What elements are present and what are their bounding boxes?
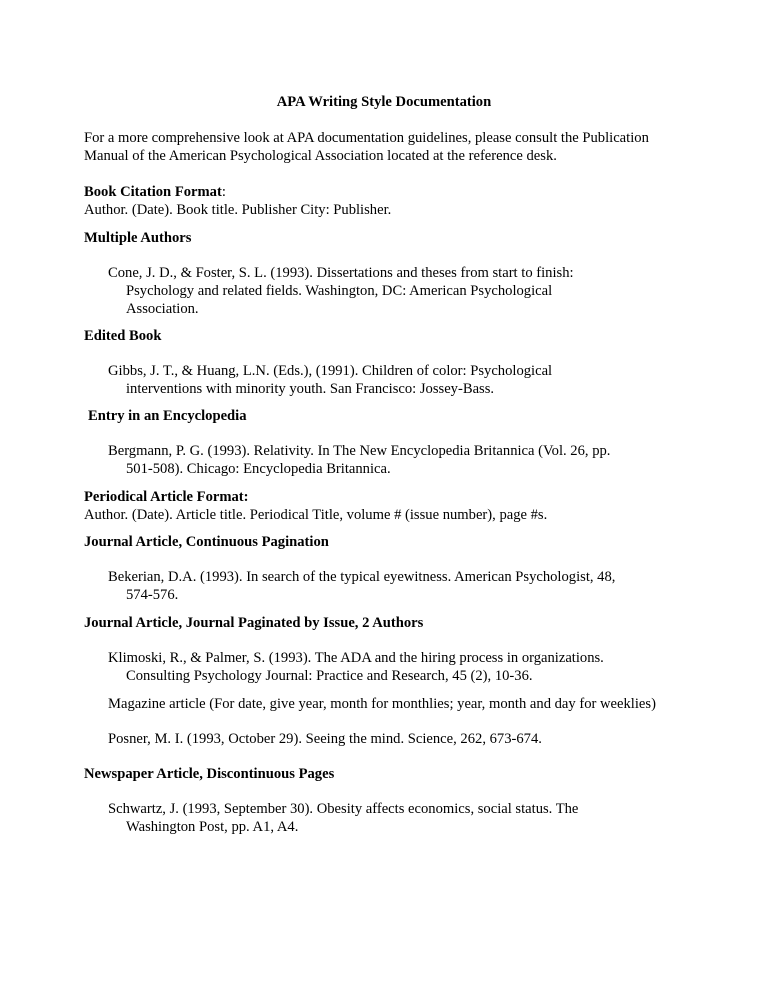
citation-line: 574-576.	[126, 587, 179, 603]
citation-line: Posner, M. I. (1993, October 29). Seeing the mind. Science, 262, 673-674.	[108, 731, 542, 747]
citation-line: Cone, J. D., & Foster, S. L. (1993). Dissertations and theses from start to finish:	[108, 265, 574, 281]
periodical-format-section	[84, 488, 724, 524]
citation-line: Washington Post, pp. A1, A4.	[126, 819, 299, 835]
periodical-format-text: Author. (Date). Article title. Periodical Title, volume # (issue number), page #s.	[84, 507, 548, 523]
citation-line: Bekerian, D.A. (1993). In search of the typical eyewitness. American Psychologist, 48,	[108, 569, 616, 585]
citation-line: Association.	[126, 301, 199, 317]
newspaper-entry	[108, 800, 748, 836]
journal-by-issue-entry	[108, 649, 748, 685]
book-format-heading-line	[84, 183, 724, 201]
intro-line-2: Manual of the American Psychological Association located at the reference desk.	[84, 148, 557, 164]
journal-continuous-entry	[108, 568, 748, 604]
book-format-heading: Book Citation Format	[84, 184, 222, 200]
citation-line: Bergmann, P. G. (1993). Relativity. In The New Encyclopedia Britannica (Vol. 26, pp.	[108, 443, 611, 459]
multiple-authors-heading: Multiple Authors	[84, 230, 192, 246]
citation-line: Gibbs, J. T., & Huang, L.N. (Eds.), (1991). Children of color: Psychological	[108, 363, 553, 379]
edited-book-entry	[108, 362, 748, 398]
encyclopedia-heading: Entry in an Encyclopedia	[88, 408, 247, 424]
newspaper-heading: Newspaper Article, Discontinuous Pages	[84, 766, 335, 782]
book-format-section	[84, 183, 724, 219]
encyclopedia-entry	[108, 442, 748, 478]
citation-line: Psychology and related fields. Washington, DC: American Psychological	[126, 283, 553, 299]
citation-line: Klimoski, R., & Palmer, S. (1993). The ADA and the hiring process in organizations.	[108, 650, 604, 666]
page-title: APA Writing Style Documentation	[276, 94, 492, 110]
periodical-format-heading: Periodical Article Format:	[84, 489, 249, 505]
citation-line: 501-508). Chicago: Encyclopedia Britannica.	[126, 461, 391, 477]
intro-line-1: For a more comprehensive look at APA documentation guidelines, please consult the Publication	[84, 130, 649, 146]
citation-line: Consulting Psychology Journal: Practice and Research, 45 (2), 10-36.	[126, 668, 533, 684]
magazine-heading: Magazine article (For date, give year, month for monthlies; year, month and day for weeklies)	[108, 696, 656, 712]
citation-line: Schwartz, J. (1993, September 30). Obesity affects economics, social status. The	[108, 801, 579, 817]
book-format-colon: :	[221, 184, 226, 200]
multiple-authors-entry	[108, 264, 748, 318]
intro-paragraph	[84, 129, 724, 165]
magazine-entry	[108, 730, 748, 748]
book-format-text: Author. (Date). Book title. Publisher City: Publisher.	[84, 202, 392, 218]
journal-continuous-heading: Journal Article, Continuous Pagination	[84, 534, 329, 550]
citation-line: interventions with minority youth. San Francisco: Jossey-Bass.	[126, 381, 495, 397]
journal-by-issue-heading: Journal Article, Journal Paginated by Issue, 2 Authors	[84, 615, 424, 631]
edited-book-heading: Edited Book	[84, 328, 162, 344]
